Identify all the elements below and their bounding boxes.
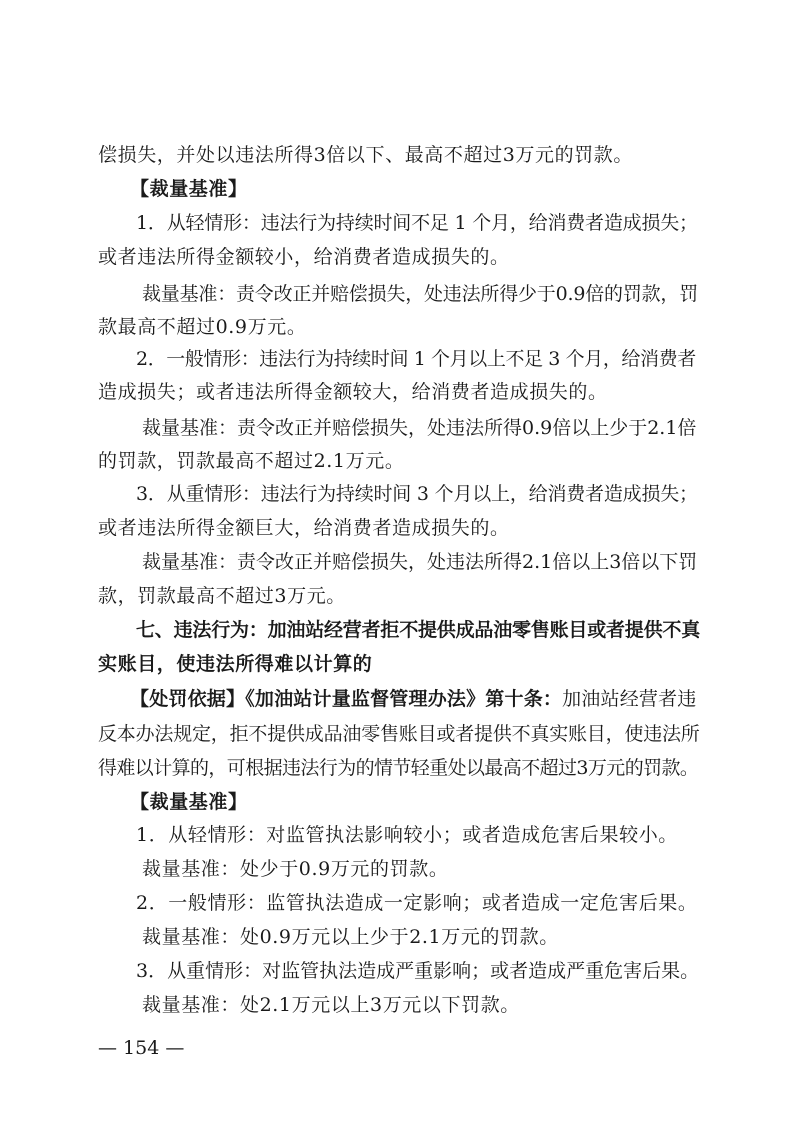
text-line: 款最高不超过0.9万元。 [98, 316, 307, 338]
text-line: 裁量基准：处0.9万元以上少于2.1万元的罚款。 [142, 926, 559, 948]
text-line: 裁量基准：责令改正并赔偿损失，处违法所得2.1倍以上3倍以下罚 [142, 551, 698, 573]
text-line: 反本办法规定，拒不提供成品油零售账目或者提供不真实账目，使违法所 [98, 723, 700, 745]
text-line: 1．从轻情形：对监管执法影响较小；或者造成危害后果较小。 [136, 824, 678, 846]
text-line: 2．一般情形：监管执法造成一定影响；或者造成一定危害后果。 [136, 892, 698, 914]
text-line: 的罚款，罚款最高不超过2.1万元。 [98, 450, 405, 472]
text-line: 裁量基准：处少于0.9万元的罚款。 [142, 858, 449, 880]
text-line: 1．从轻情形：违法行为持续时间不足 1 个月，给消费者造成损失； [136, 212, 698, 234]
legal-basis-line [130, 687, 697, 711]
section-heading: 【裁量基准】 [130, 791, 248, 813]
text-line: 或者违法所得金额巨大，给消费者造成损失的。 [98, 517, 510, 539]
text-line: 2．一般情形：违法行为持续时间 1 个月以上不足 3 个月，给消费者 [136, 348, 696, 370]
text-line: 3．从重情形：违法行为持续时间 3 个月以上，给消费者造成损失； [136, 483, 698, 505]
page-number: — 154 — [98, 1037, 185, 1059]
text-line: 偿损失，并处以违法所得3倍以下、最高不超过3万元的罚款。 [98, 144, 633, 166]
legal-basis-label: 【处罚依据】《加油站计量监督管理办法》第十条： [130, 688, 563, 710]
legal-basis-text: 加油站经营者违 [562, 688, 697, 710]
text-line: 得难以计算的，可根据违法行为的情节轻重处以最高不超过3万元的罚款。 [98, 757, 699, 779]
article-heading: 实账目，使违法所得难以计算的 [98, 653, 373, 675]
text-line: 裁量基准：责令改正并赔偿损失，处违法所得0.9倍以上少于2.1倍 [142, 417, 697, 439]
text-line: 裁量基准：责令改正并赔偿损失，处违法所得少于0.9倍的罚款，罚 [142, 283, 699, 305]
article-heading: 七、违法行为：加油站经营者拒不提供成品油零售账目或者提供不真 [136, 619, 701, 641]
text-line: 3．从重情形：对监管执法造成严重影响；或者造成严重危害后果。 [136, 960, 700, 982]
text-line: 裁量基准：处2.1万元以上3万元以下罚款。 [142, 994, 520, 1016]
text-line: 款，罚款最高不超过3万元。 [98, 585, 346, 607]
section-heading: 【裁量基准】 [130, 178, 248, 200]
text-line: 造成损失；或者违法所得金额较大，给消费者造成损失的。 [98, 381, 608, 403]
text-line: 或者违法所得金额较小，给消费者造成损失的。 [98, 246, 510, 268]
